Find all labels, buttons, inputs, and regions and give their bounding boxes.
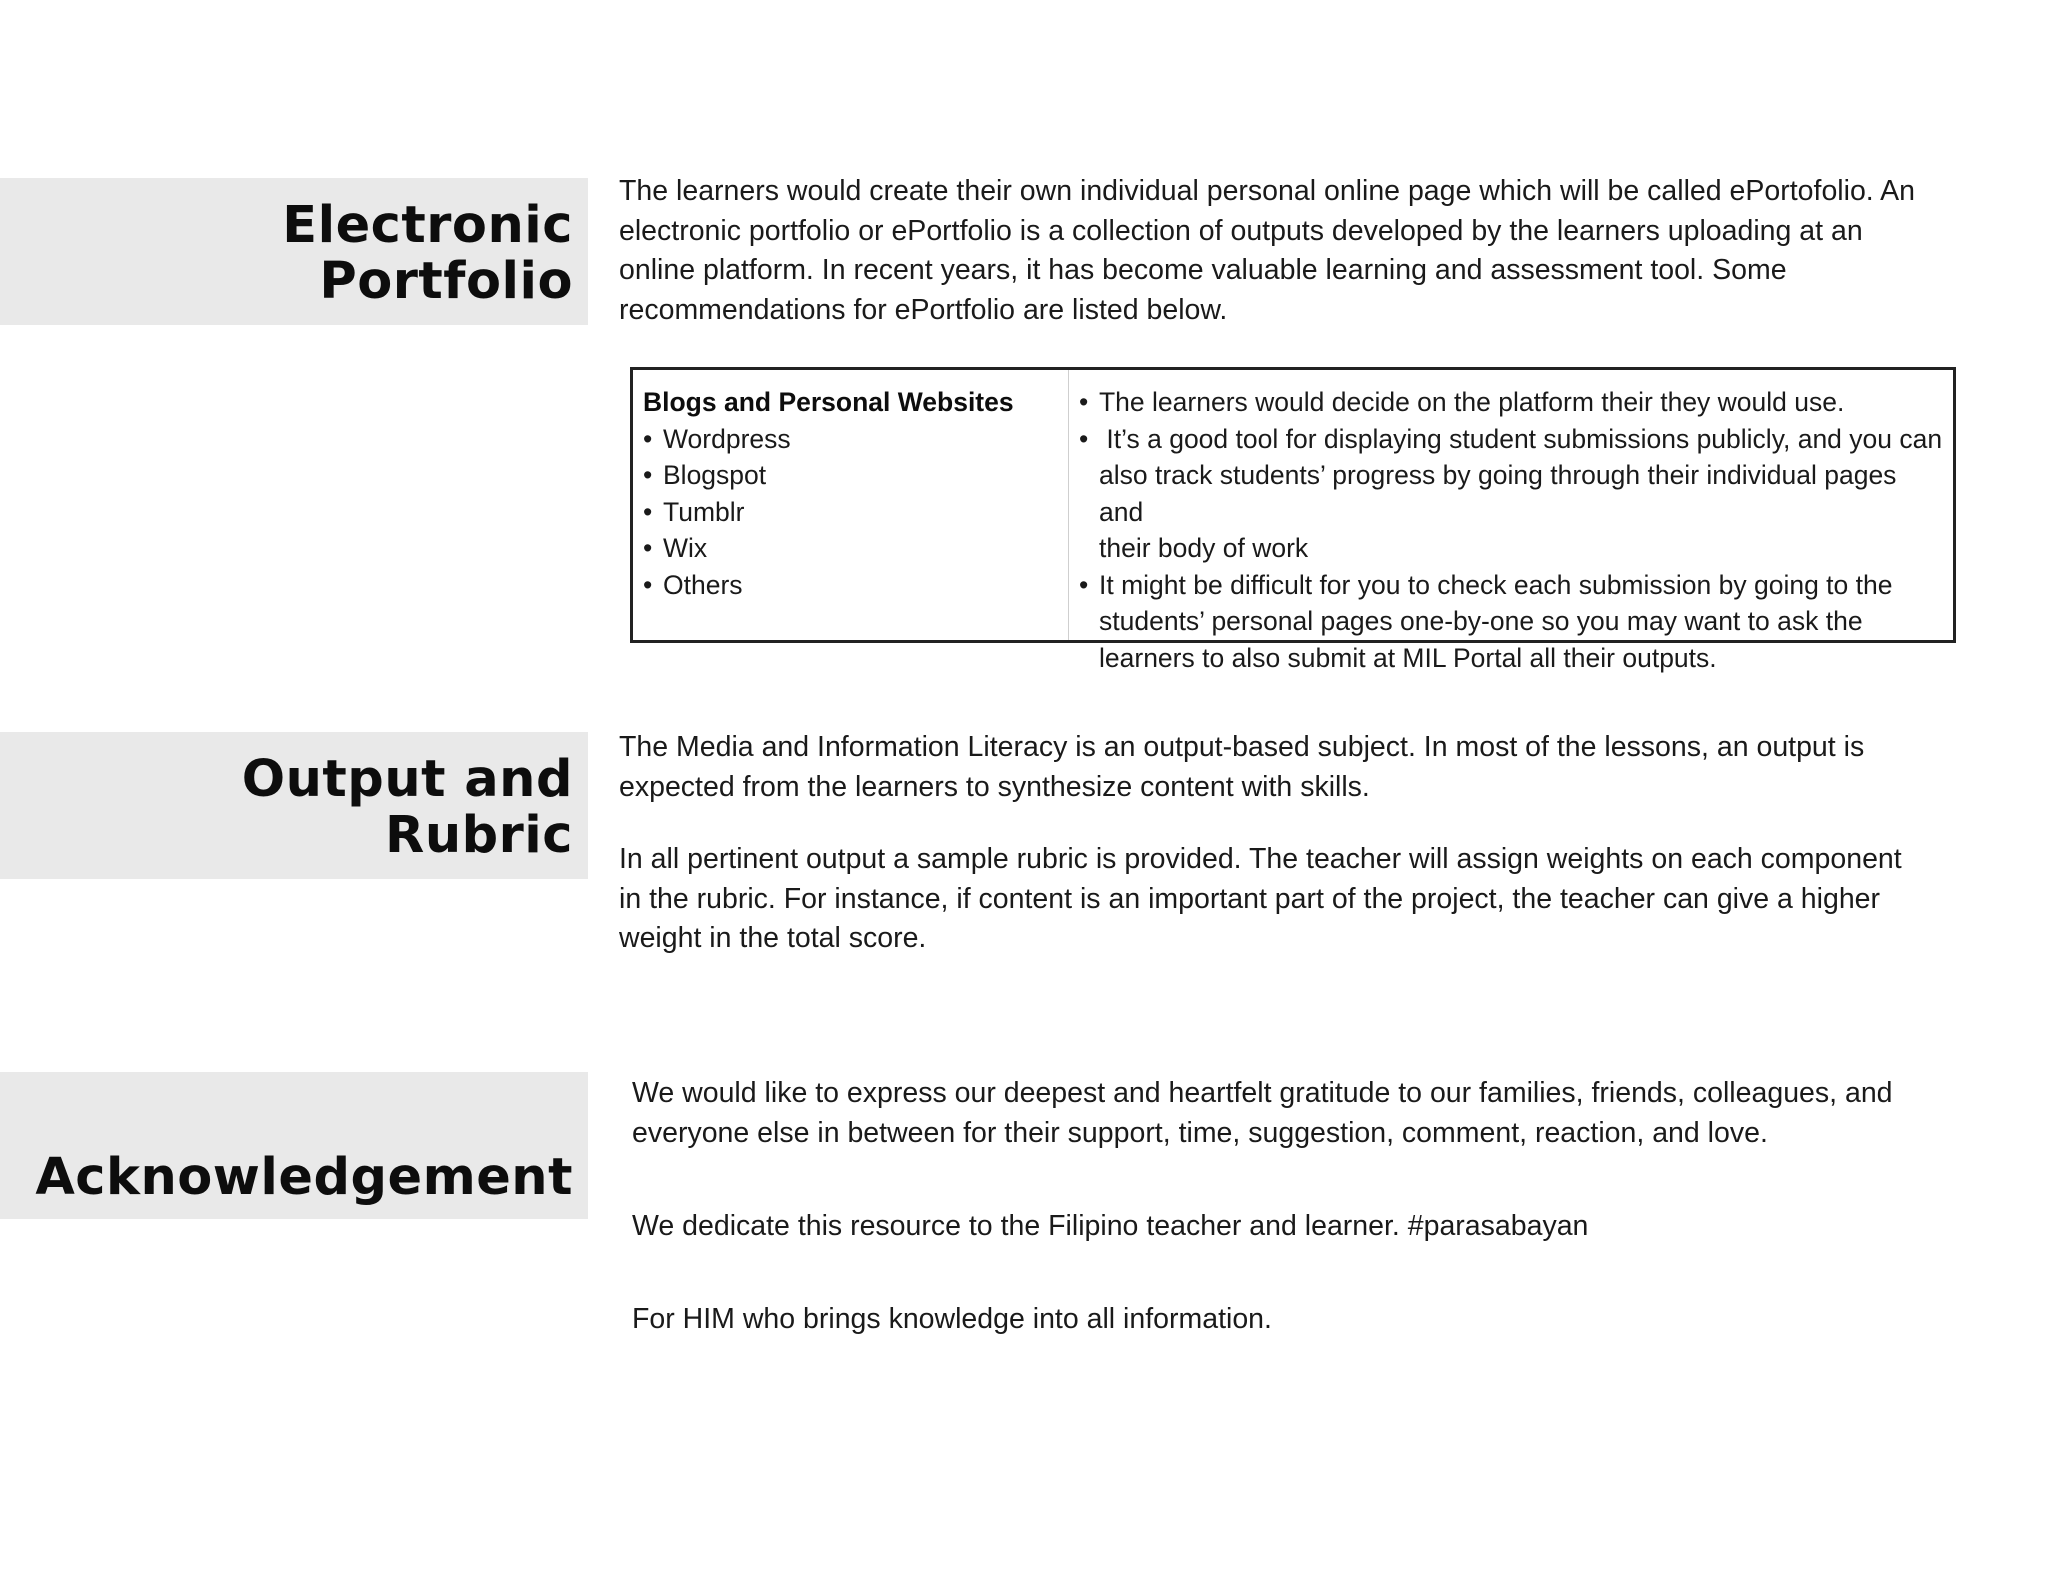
output-rubric-heading-line1: Output and (241, 750, 573, 809)
note-line: It might be difficult for you to check each submission by going to the (1099, 569, 1893, 600)
platforms-title: Blogs and Personal Websites (643, 387, 1014, 417)
eportfolio-heading-band (0, 178, 588, 325)
list-item (643, 421, 1068, 458)
note-text (1099, 421, 1943, 567)
list-item (643, 494, 1068, 531)
platform-name: Wix (663, 533, 708, 563)
eportfolio-intro-line: recommendations for ePortfolio are listed below. (619, 293, 1228, 326)
output-rubric-heading-band (0, 732, 588, 879)
eportfolio-heading-line1: Electronic (282, 196, 573, 255)
note-item (1079, 421, 1943, 567)
bullet-icon: • (643, 423, 653, 454)
eportfolio-intro (619, 172, 1915, 330)
output-rubric-para2 (619, 840, 1902, 959)
recommendations-table (630, 367, 1956, 673)
note-line: The learners would decide on the platform their they would use. (1099, 387, 1845, 417)
note-item (1079, 567, 1943, 677)
bullet-icon: • (643, 496, 653, 527)
output-rubric-line: The Media and Information Literacy is an output-based subject. In most of the lessons, an output is (619, 731, 1865, 763)
eportfolio-intro-line: The learners would create their own individual personal online page which will be called ePortofolio. An (619, 175, 1915, 207)
eportfolio-heading (282, 198, 573, 310)
note-text (1099, 567, 1943, 677)
output-rubric-para1 (619, 728, 1864, 807)
bullet-icon: • (1079, 423, 1089, 454)
output-rubric-line: in the rubric. For instance, if content is an important part of the project, the teacher can give a higher (619, 882, 1881, 915)
output-rubric-line: expected from the learners to synthesize content with skills. (619, 770, 1370, 803)
bullet-icon: • (1079, 569, 1089, 600)
platform-name: Wordpress (663, 423, 791, 454)
platforms-list (643, 421, 1068, 604)
note-line: their body of work (1099, 533, 1309, 563)
output-rubric-line: weight in the total score. (619, 922, 927, 954)
acknowledgement-heading: Acknowledgement (35, 1148, 573, 1207)
eportfolio-intro-line: online platform. In recent years, it has become valuable learning and assessment tool. Some (619, 254, 1787, 286)
list-item (643, 457, 1068, 494)
eportfolio-intro-line: electronic portfolio or ePortfolio is a collection of outputs developed by the learners uploading at an (619, 214, 1863, 247)
platform-name: Others (663, 569, 743, 600)
note-item (1079, 384, 1943, 421)
eportfolio-heading-line2: Portfolio (319, 252, 573, 311)
list-item (643, 567, 1068, 604)
list-item (643, 530, 1068, 567)
acknowledgement-heading-band (0, 1072, 588, 1219)
note-line: students’ personal pages one-by-one so you may want to ask the (1099, 606, 1863, 636)
acknowledgement-para2: We dedicate this resource to the Filipino teacher and learner. #parasabayan (632, 1210, 1589, 1242)
notes-column (1069, 370, 1953, 673)
note-line: It’s a good tool for displaying student submissions publicly, and you can (1099, 423, 1943, 454)
bullet-icon: • (643, 569, 653, 600)
output-rubric-heading-line2: Rubric (385, 806, 573, 865)
note-line: also track students’ progress by going through their individual pages and (1099, 460, 1897, 527)
acknowledgement-line: everyone else in between for their support, time, suggestion, comment, reaction, and love. (632, 1116, 1768, 1149)
acknowledgement-line: We would like to express our deepest and heartfelt gratitude to our families, friends, colleagues, and (632, 1077, 1893, 1109)
note-text (1099, 384, 1943, 421)
bullet-icon: • (643, 460, 653, 490)
output-rubric-line: In all pertinent output a sample rubric is provided. The teacher will assign weights on each component (619, 843, 1902, 875)
bullet-icon: • (1079, 387, 1089, 417)
bullet-icon: • (643, 533, 653, 563)
acknowledgement-para1 (632, 1074, 1893, 1153)
platforms-column (633, 370, 1069, 640)
acknowledgement-para3: For HIM who brings knowledge into all information. (632, 1303, 1272, 1335)
note-line: learners to also submit at MIL Portal all their outputs. (1099, 642, 1717, 673)
platform-name: Blogspot (663, 460, 767, 490)
platform-name: Tumblr (663, 496, 745, 527)
output-rubric-heading (242, 752, 573, 864)
